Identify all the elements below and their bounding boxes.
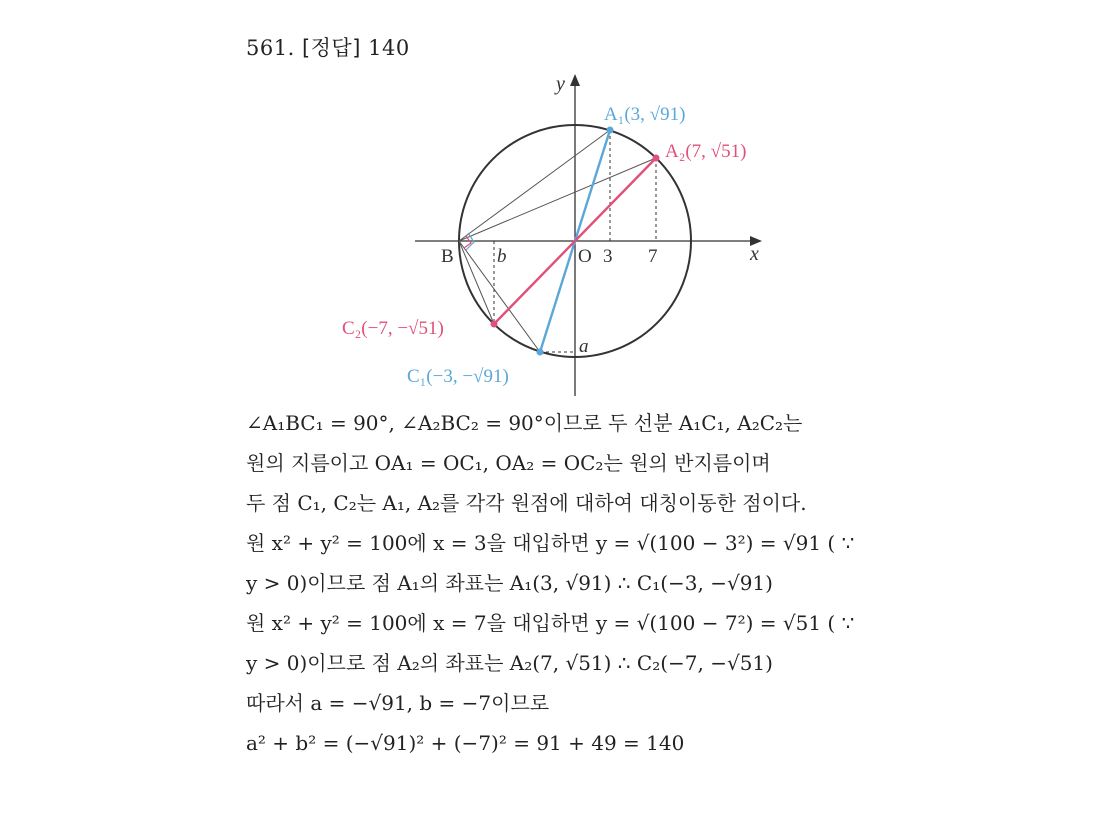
solution-line: ∠A₁BC₁ = 90°, ∠A₂BC₂ = 90°이므로 두 선분 A₁C₁, A₂C₂는 [246,411,803,435]
answer-label: [정답] [301,36,361,60]
point-C1 [537,349,544,356]
segment-BA1 [459,130,610,241]
A1-label: A₁(3, √91) [604,104,686,125]
axis-y-label: y [556,73,565,95]
solution-line: 두 점 C₁, C₂는 A₁, A₂를 각각 원점에 대하여 대칭이동한 점이다. [246,491,807,515]
segment-BA2 [459,158,656,241]
solution-line: 원의 지름이고 OA₁ = OC₁, OA₂ = OC₂는 원의 반지름이며 [246,451,771,475]
b-label: b [497,246,507,267]
C1-label: C₁(−3, −√91) [407,366,509,387]
point-C2 [491,321,498,328]
axis-x-label: x [750,243,759,265]
solution-line: y > 0)이므로 점 A₂의 좌표는 A₂(7, √51) ∴ C₂(−7, −√51) [246,651,773,675]
point-A2 [653,155,660,162]
C2-label: C₂(−7, −√51) [342,318,444,339]
tick-7-label: 7 [648,246,658,267]
a-label: a [579,336,589,357]
origin-label: O [578,246,592,267]
tick-3-label: 3 [603,246,613,267]
solution-line: 따라서 a = −√91, b = −7이므로 [246,691,550,715]
A2-label: A₂(7, √51) [665,141,747,162]
solution-line: 원 x² + y² = 100에 x = 7을 대입하면 y = √(100 − 7²) = √51 ( ∵ [246,611,855,635]
solution-text [246,403,1066,763]
answer-value: 140 [368,36,410,60]
problem-number: 561. [246,36,295,60]
solution-line: y > 0)이므로 점 A₁의 좌표는 A₁(3, √91) ∴ C₁(−3, −√91) [246,571,773,595]
solution-line: 원 x² + y² = 100에 x = 3을 대입하면 y = √(100 − 3²) = √91 ( ∵ [246,531,855,555]
solution-line: a² + b² = (−√91)² + (−7)² = 91 + 49 = 140 [246,731,685,755]
point-B-label: B [441,246,454,267]
y-axis-arrow [570,74,580,86]
point-A1 [607,127,614,134]
